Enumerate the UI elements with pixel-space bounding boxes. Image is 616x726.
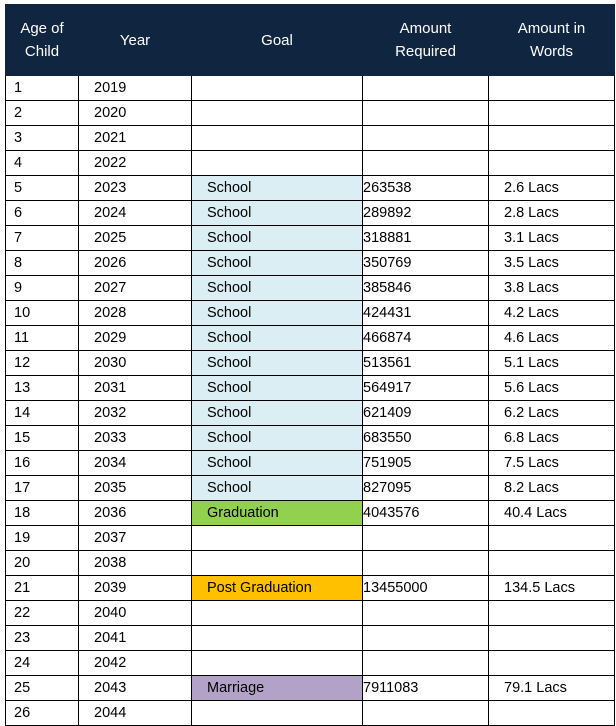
cell-goal bbox=[192, 701, 363, 726]
table-row bbox=[6, 701, 615, 726]
header-amount-in-words: Amount in Words bbox=[489, 5, 615, 76]
cell-amount-in-words bbox=[489, 126, 615, 151]
cell-amount-in-words: 8.2 Lacs bbox=[489, 476, 615, 501]
cell-age: 25 bbox=[6, 676, 79, 701]
cell-amount-in-words: 3.1 Lacs bbox=[489, 226, 615, 251]
cell-amount-required bbox=[363, 601, 489, 626]
cell-amount-required: 683550 bbox=[363, 426, 489, 451]
cell-year: 2033 bbox=[79, 426, 192, 451]
cell-amount-required bbox=[363, 126, 489, 151]
cell-age: 17 bbox=[6, 476, 79, 501]
cell-amount-in-words: 79.1 Lacs bbox=[489, 676, 615, 701]
cell-goal bbox=[192, 76, 363, 101]
cell-amount-required: 466874 bbox=[363, 326, 489, 351]
cell-amount-required: 751905 bbox=[363, 451, 489, 476]
cell-amount-required bbox=[363, 626, 489, 651]
cell-goal: School bbox=[192, 401, 363, 426]
table-row bbox=[6, 526, 615, 551]
cell-year: 2041 bbox=[79, 626, 192, 651]
cell-age: 16 bbox=[6, 451, 79, 476]
cell-amount-in-words: 6.2 Lacs bbox=[489, 401, 615, 426]
cell-amount-in-words bbox=[489, 551, 615, 576]
cell-age: 18 bbox=[6, 501, 79, 526]
cell-year: 2038 bbox=[79, 551, 192, 576]
cell-amount-required: 289892 bbox=[363, 201, 489, 226]
cell-age: 21 bbox=[6, 576, 79, 601]
cell-goal bbox=[192, 151, 363, 176]
table-row bbox=[6, 601, 615, 626]
header-age-of-child: Age of Child bbox=[6, 5, 79, 76]
cell-amount-in-words bbox=[489, 101, 615, 126]
cell-goal bbox=[192, 551, 363, 576]
header-amount-required: Amount Required bbox=[363, 5, 489, 76]
cell-amount-required: 7911083 bbox=[363, 676, 489, 701]
cell-year: 2021 bbox=[79, 126, 192, 151]
cell-goal bbox=[192, 651, 363, 676]
cell-amount-required: 564917 bbox=[363, 376, 489, 401]
cell-amount-in-words bbox=[489, 701, 615, 726]
cell-goal: School bbox=[192, 376, 363, 401]
header-row bbox=[6, 5, 615, 76]
cell-age: 5 bbox=[6, 176, 79, 201]
cell-amount-in-words: 40.4 Lacs bbox=[489, 501, 615, 526]
cell-year: 2037 bbox=[79, 526, 192, 551]
cell-age: 2 bbox=[6, 101, 79, 126]
cell-amount-in-words: 4.2 Lacs bbox=[489, 301, 615, 326]
cell-year: 2022 bbox=[79, 151, 192, 176]
cell-year: 2026 bbox=[79, 251, 192, 276]
table-row bbox=[6, 551, 615, 576]
cell-goal: School bbox=[192, 176, 363, 201]
table-row bbox=[6, 651, 615, 676]
cell-age: 19 bbox=[6, 526, 79, 551]
table-row bbox=[6, 76, 615, 101]
cell-year: 2024 bbox=[79, 201, 192, 226]
cell-year: 2023 bbox=[79, 176, 192, 201]
cell-amount-in-words bbox=[489, 526, 615, 551]
table-row bbox=[6, 201, 615, 226]
cell-amount-required: 827095 bbox=[363, 476, 489, 501]
cell-amount-required: 424431 bbox=[363, 301, 489, 326]
cell-year: 2025 bbox=[79, 226, 192, 251]
cell-amount-required: 4043576 bbox=[363, 501, 489, 526]
cell-age: 23 bbox=[6, 626, 79, 651]
cell-goal: School bbox=[192, 201, 363, 226]
cell-amount-in-words bbox=[489, 151, 615, 176]
table-row bbox=[6, 301, 615, 326]
header-year: Year bbox=[79, 5, 192, 76]
cell-year: 2029 bbox=[79, 326, 192, 351]
table-row bbox=[6, 501, 615, 526]
cell-year: 2036 bbox=[79, 501, 192, 526]
cell-goal bbox=[192, 626, 363, 651]
cell-amount-required: 263538 bbox=[363, 176, 489, 201]
cell-amount-required: 318881 bbox=[363, 226, 489, 251]
table-row bbox=[6, 126, 615, 151]
cell-amount-in-words: 5.6 Lacs bbox=[489, 376, 615, 401]
cell-amount-in-words: 3.8 Lacs bbox=[489, 276, 615, 301]
cell-year: 2040 bbox=[79, 601, 192, 626]
cell-year: 2043 bbox=[79, 676, 192, 701]
table-row bbox=[6, 326, 615, 351]
cell-year: 2031 bbox=[79, 376, 192, 401]
cell-amount-required: 13455000 bbox=[363, 576, 489, 601]
cell-age: 13 bbox=[6, 376, 79, 401]
cell-age: 24 bbox=[6, 651, 79, 676]
cell-amount-required: 621409 bbox=[363, 401, 489, 426]
table-row bbox=[6, 151, 615, 176]
cell-age: 11 bbox=[6, 326, 79, 351]
table-row bbox=[6, 351, 615, 376]
cell-goal: School bbox=[192, 301, 363, 326]
table-row bbox=[6, 251, 615, 276]
cell-year: 2030 bbox=[79, 351, 192, 376]
header-goal: Goal bbox=[192, 5, 363, 76]
table-row bbox=[6, 676, 615, 701]
cell-year: 2042 bbox=[79, 651, 192, 676]
cell-age: 9 bbox=[6, 276, 79, 301]
table-row bbox=[6, 401, 615, 426]
cell-amount-required bbox=[363, 526, 489, 551]
table-header bbox=[6, 5, 615, 76]
table-row bbox=[6, 451, 615, 476]
cell-age: 4 bbox=[6, 151, 79, 176]
cell-amount-in-words: 134.5 Lacs bbox=[489, 576, 615, 601]
cell-goal: School bbox=[192, 326, 363, 351]
cell-amount-in-words: 2.8 Lacs bbox=[489, 201, 615, 226]
cell-goal: Graduation bbox=[192, 501, 363, 526]
cell-amount-required bbox=[363, 551, 489, 576]
cell-amount-required bbox=[363, 151, 489, 176]
cell-age: 20 bbox=[6, 551, 79, 576]
cell-goal: School bbox=[192, 351, 363, 376]
cell-goal: School bbox=[192, 451, 363, 476]
table-row bbox=[6, 576, 615, 601]
cell-amount-in-words: 4.6 Lacs bbox=[489, 326, 615, 351]
table-row bbox=[6, 376, 615, 401]
cell-goal bbox=[192, 101, 363, 126]
cell-age: 14 bbox=[6, 401, 79, 426]
cell-age: 6 bbox=[6, 201, 79, 226]
cell-amount-required: 513561 bbox=[363, 351, 489, 376]
cell-year: 2039 bbox=[79, 576, 192, 601]
cell-year: 2028 bbox=[79, 301, 192, 326]
table-row bbox=[6, 476, 615, 501]
cell-age: 10 bbox=[6, 301, 79, 326]
table-row bbox=[6, 226, 615, 251]
cell-age: 7 bbox=[6, 226, 79, 251]
cell-goal: School bbox=[192, 251, 363, 276]
cell-year: 2034 bbox=[79, 451, 192, 476]
cell-amount-required bbox=[363, 701, 489, 726]
cell-amount-required: 385846 bbox=[363, 276, 489, 301]
cell-amount-in-words: 5.1 Lacs bbox=[489, 351, 615, 376]
cell-age: 1 bbox=[6, 76, 79, 101]
table-row bbox=[6, 176, 615, 201]
table-row bbox=[6, 101, 615, 126]
cell-goal: Post Graduation bbox=[192, 576, 363, 601]
cell-age: 3 bbox=[6, 126, 79, 151]
cell-amount-in-words bbox=[489, 76, 615, 101]
cell-goal: School bbox=[192, 276, 363, 301]
cell-amount-in-words bbox=[489, 651, 615, 676]
cell-goal: Marriage bbox=[192, 676, 363, 701]
cell-amount-in-words: 7.5 Lacs bbox=[489, 451, 615, 476]
cell-age: 15 bbox=[6, 426, 79, 451]
cell-amount-in-words bbox=[489, 626, 615, 651]
cell-year: 2044 bbox=[79, 701, 192, 726]
cell-year: 2019 bbox=[79, 76, 192, 101]
cell-goal: School bbox=[192, 226, 363, 251]
cell-amount-required bbox=[363, 651, 489, 676]
cell-amount-in-words: 2.6 Lacs bbox=[489, 176, 615, 201]
cell-year: 2032 bbox=[79, 401, 192, 426]
cell-goal bbox=[192, 601, 363, 626]
cell-year: 2020 bbox=[79, 101, 192, 126]
cell-amount-required: 350769 bbox=[363, 251, 489, 276]
cell-goal bbox=[192, 526, 363, 551]
cell-age: 22 bbox=[6, 601, 79, 626]
cell-amount-required bbox=[363, 101, 489, 126]
cell-amount-in-words bbox=[489, 601, 615, 626]
cell-goal: School bbox=[192, 426, 363, 451]
cell-amount-in-words: 6.8 Lacs bbox=[489, 426, 615, 451]
cell-goal bbox=[192, 126, 363, 151]
cell-age: 12 bbox=[6, 351, 79, 376]
cell-age: 8 bbox=[6, 251, 79, 276]
cell-amount-required bbox=[363, 76, 489, 101]
goal-planning-table bbox=[5, 4, 615, 726]
table-row bbox=[6, 426, 615, 451]
cell-year: 2035 bbox=[79, 476, 192, 501]
cell-age: 26 bbox=[6, 701, 79, 726]
table-row bbox=[6, 626, 615, 651]
cell-amount-in-words: 3.5 Lacs bbox=[489, 251, 615, 276]
table-row bbox=[6, 276, 615, 301]
cell-year: 2027 bbox=[79, 276, 192, 301]
table-body bbox=[6, 76, 615, 726]
cell-goal: School bbox=[192, 476, 363, 501]
